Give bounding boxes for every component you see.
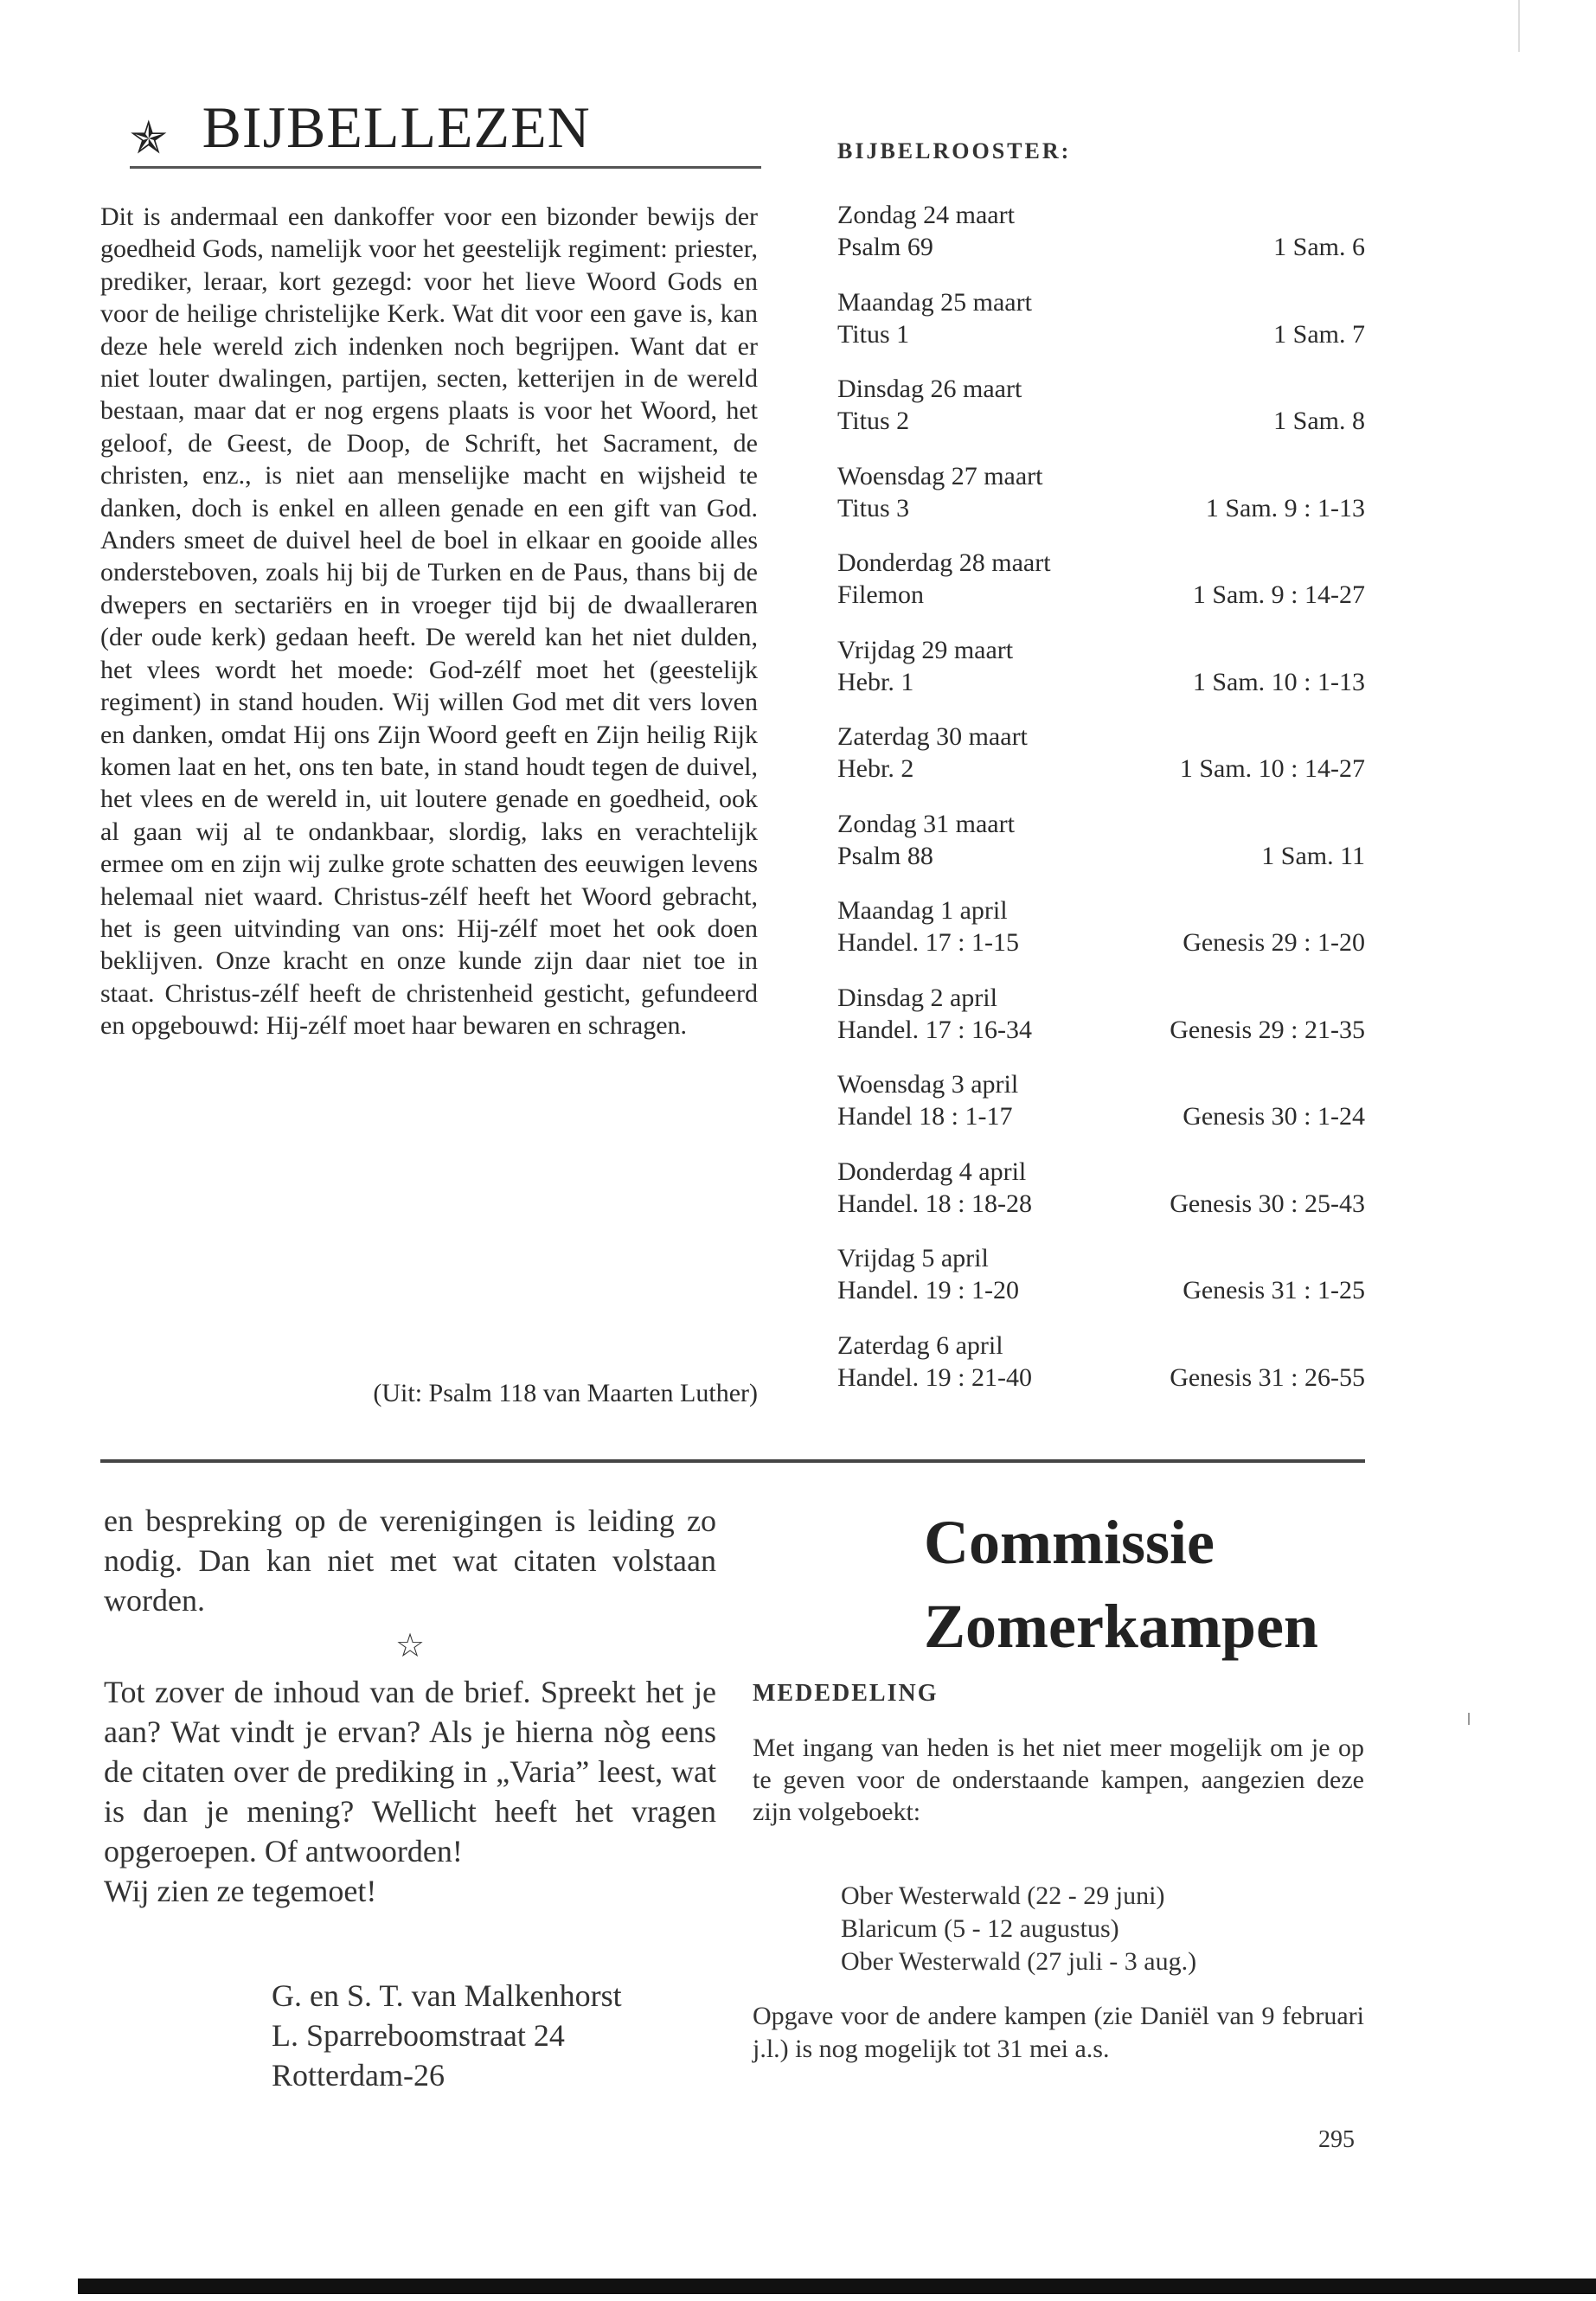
reading-old-testament: 1 Sam. 9 : 1-13	[1205, 493, 1365, 522]
schedule-entry	[837, 460, 1365, 548]
reading-new-testament: Handel. 17 : 1-15	[837, 928, 1019, 957]
schedule-entry	[837, 721, 1365, 808]
schedule-entry	[837, 634, 1365, 721]
schedule-entry	[837, 373, 1365, 460]
commissie-title-line: Zomerkampen	[924, 1592, 1318, 1661]
reading-old-testament: 1 Sam. 7	[1273, 319, 1365, 349]
schedule-day: Maandag 25 maart	[837, 287, 1032, 317]
schedule-entry	[837, 1330, 1365, 1417]
reading-schedule	[837, 199, 1365, 1416]
schedule-entry	[837, 199, 1365, 286]
reading-new-testament: Handel. 19 : 21-40	[837, 1362, 1032, 1392]
scan-edge-mark	[1518, 0, 1520, 52]
reading-new-testament: Psalm 88	[837, 841, 933, 870]
schedule-day: Dinsdag 2 april	[837, 983, 997, 1012]
section-divider	[100, 1459, 1365, 1463]
scan-edge-mark	[1468, 1713, 1470, 1725]
article-heading	[130, 93, 591, 162]
page-number: 295	[1318, 2126, 1355, 2153]
camp-item: Ober Westerwald (22 - 29 juni)	[841, 1881, 1165, 1910]
camp-item: Ober Westerwald (27 juli - 3 aug.)	[841, 1947, 1197, 1976]
reading-old-testament: Genesis 29 : 1-20	[1183, 928, 1365, 957]
reading-new-testament: Filemon	[837, 580, 925, 609]
letter-paragraph: en bespreking op de verenigingen is leiding zo nodig. Dan kan niet met wat citaten volstaan worden.	[104, 1503, 716, 1618]
schedule-day: Donderdag 4 april	[837, 1157, 1027, 1186]
reading-old-testament: 1 Sam. 11	[1261, 841, 1365, 870]
heading-rule	[130, 166, 761, 169]
schedule-day: Woensdag 27 maart	[837, 461, 1043, 490]
reading-new-testament: Handel 18 : 1-17	[837, 1102, 1013, 1131]
reading-old-testament: 1 Sam. 10 : 14-27	[1179, 754, 1365, 783]
quote-paragraph: Dit is andermaal een dankoffer voor een bizonder bewijs der goedheid Gods, namelijk voor het geestelijk regiment: priester, prediker, leraar, kort gezegd: voor het lieve Woord Gods en voor de heilige christelijke Kerk. Wat dit voor een gave is, kan deze hele wereld zich indenken noch begrijpen. Want dat er niet louter dwalingen, partijen, secten, ketterijen in de wereld bestaan, maar dat er nog ergens plaats is voor het Woord, het geloof, de Geest, de Doop, de Schrift, het Sacrament, de christen, enz., is niet aan menselijke macht en wijsheid te danken, doch is enkel en alleen genade en een gift van God. Anders smeet de duivel heel de boel in elkaar en gooide alles ondersteboven, zoals hij bij de Turken en de Paus, thans bij de dwepers en sectariërs en in vroeger tijd bij de dwaalleraren (der oude kerk) gedaan heeft. De wereld kan het niet dulden, het vlees wordt het moede: God-zélf moet het (geestelijk regiment) in stand houden. Wij willen God met dit vers loven en danken, omdat Hij ons Zijn Woord geeft en Zijn heilig Rijk komen laat en het, ons ten bate, in stand houdt tegen de duivel, het vlees en de wereld in, uit loutere genade en goedheid, ook al gaan wij al te ondankbaar, slordig, laks en verachtelijk ermee om en zijn wij zulke grote schatten des eeuwigen levens helemaal niet waard. Christus-zélf heeft het Woord gebracht, het is geen uitvinding van ons: Hij-zélf moet het ook doen beklijven. Onze kracht en onze kunde zijn daar niet toe in staat. Christus-zélf heeft de christenheid gesticht, gefundeerd en opgebouwd: Hij-zélf moet haar bewaren en schragen.	[100, 202, 758, 1041]
reading-old-testament: Genesis 31 : 1-25	[1183, 1276, 1365, 1304]
star-separator-icon: ☆	[394, 1628, 426, 1664]
article-title: BIJBELLEZEN	[202, 94, 591, 160]
schedule-day: Donderdag 28 maart	[837, 548, 1051, 577]
reading-new-testament: Hebr. 1	[837, 667, 914, 696]
signature-street: L. Sparreboomstraat 24	[272, 2018, 565, 2053]
reading-new-testament: Handel. 19 : 1-20	[837, 1276, 1019, 1304]
reading-old-testament: Genesis 30 : 25-43	[1170, 1189, 1365, 1218]
schedule-day: Woensdag 3 april	[837, 1070, 1019, 1099]
commissie-title-line: Commissie	[924, 1508, 1215, 1577]
schedule-entry	[837, 808, 1365, 895]
schedule-entry	[837, 894, 1365, 982]
signature-name: G. en S. T. van Malkenhorst	[272, 1978, 622, 2013]
schedule-day: Zondag 31 maart	[837, 809, 1015, 838]
schedule-day: Zaterdag 30 maart	[837, 722, 1028, 751]
reading-old-testament: Genesis 31 : 26-55	[1170, 1362, 1365, 1392]
reading-new-testament: Titus 2	[837, 407, 910, 435]
quote-source: (Uit: Psalm 118 van Maarten Luther)	[373, 1379, 758, 1407]
schedule-day: Vrijdag 5 april	[837, 1244, 989, 1272]
schedule-entry	[837, 286, 1365, 374]
reading-old-testament: 1 Sam. 8	[1273, 407, 1365, 435]
schedule-day: Maandag 1 april	[837, 896, 1008, 925]
rooster-heading: BIJBELROOSTER:	[837, 138, 1072, 163]
schedule-day: Dinsdag 26 maart	[837, 375, 1022, 403]
reading-new-testament: Handel. 18 : 18-28	[837, 1189, 1032, 1218]
camp-list	[841, 1880, 1196, 1978]
reading-old-testament: Genesis 29 : 21-35	[1170, 1015, 1365, 1044]
schedule-entry	[837, 1068, 1365, 1156]
reading-new-testament: Hebr. 2	[837, 754, 914, 783]
reading-old-testament: 1 Sam. 9 : 14-27	[1192, 580, 1365, 609]
signature-city: Rotterdam-26	[272, 2058, 445, 2093]
commissie-title	[924, 1501, 1318, 1669]
reading-old-testament: 1 Sam. 10 : 1-13	[1192, 667, 1365, 696]
mededeling-footer: Opgave voor de andere kampen (zie Daniël van 9 februari j.l.) is nog mogelijk tot 31 mei a.s.	[753, 2002, 1364, 2063]
bottom-bar	[78, 2279, 1596, 2294]
letter-signature	[272, 1976, 622, 2095]
star-ornament-icon: ✯	[130, 114, 168, 163]
schedule-entry	[837, 1242, 1365, 1330]
reading-old-testament: Genesis 30 : 1-24	[1183, 1102, 1365, 1131]
mededeling-body: Met ingang van heden is het niet meer mogelijk om je op te geven voor de onderstaande kampen, aangezien deze zijn volgeboekt:	[753, 1734, 1364, 1826]
mededeling-heading: MEDEDELING	[753, 1680, 939, 1707]
letter-paragraph: Tot zover de inhoud van de brief. Spreekt het je aan? Wat vindt je ervan? Als je hierna nòg eens de citaten over de prediking in „Varia” leest, wat is dan je mening? Wellicht heeft het vragen opgeroepen. Of antwoorden!	[104, 1675, 716, 1868]
reading-new-testament: Titus 1	[837, 319, 910, 349]
reading-old-testament: 1 Sam. 6	[1273, 233, 1365, 261]
schedule-day: Vrijdag 29 maart	[837, 635, 1014, 664]
reading-new-testament: Titus 3	[837, 493, 910, 522]
letter-closing: Wij zien ze tegemoet!	[104, 1874, 377, 1908]
letter-text	[104, 1501, 716, 1911]
schedule-entry	[837, 547, 1365, 634]
schedule-entry	[837, 982, 1365, 1069]
quote-text	[100, 201, 758, 1042]
schedule-day: Zondag 24 maart	[837, 201, 1015, 229]
schedule-entry	[837, 1156, 1365, 1243]
camp-item: Blaricum (5 - 12 augustus)	[841, 1914, 1119, 1943]
reading-new-testament: Handel. 17 : 16-34	[837, 1015, 1032, 1044]
reading-new-testament: Psalm 69	[837, 233, 933, 261]
schedule-day: Zaterdag 6 april	[837, 1330, 1003, 1360]
